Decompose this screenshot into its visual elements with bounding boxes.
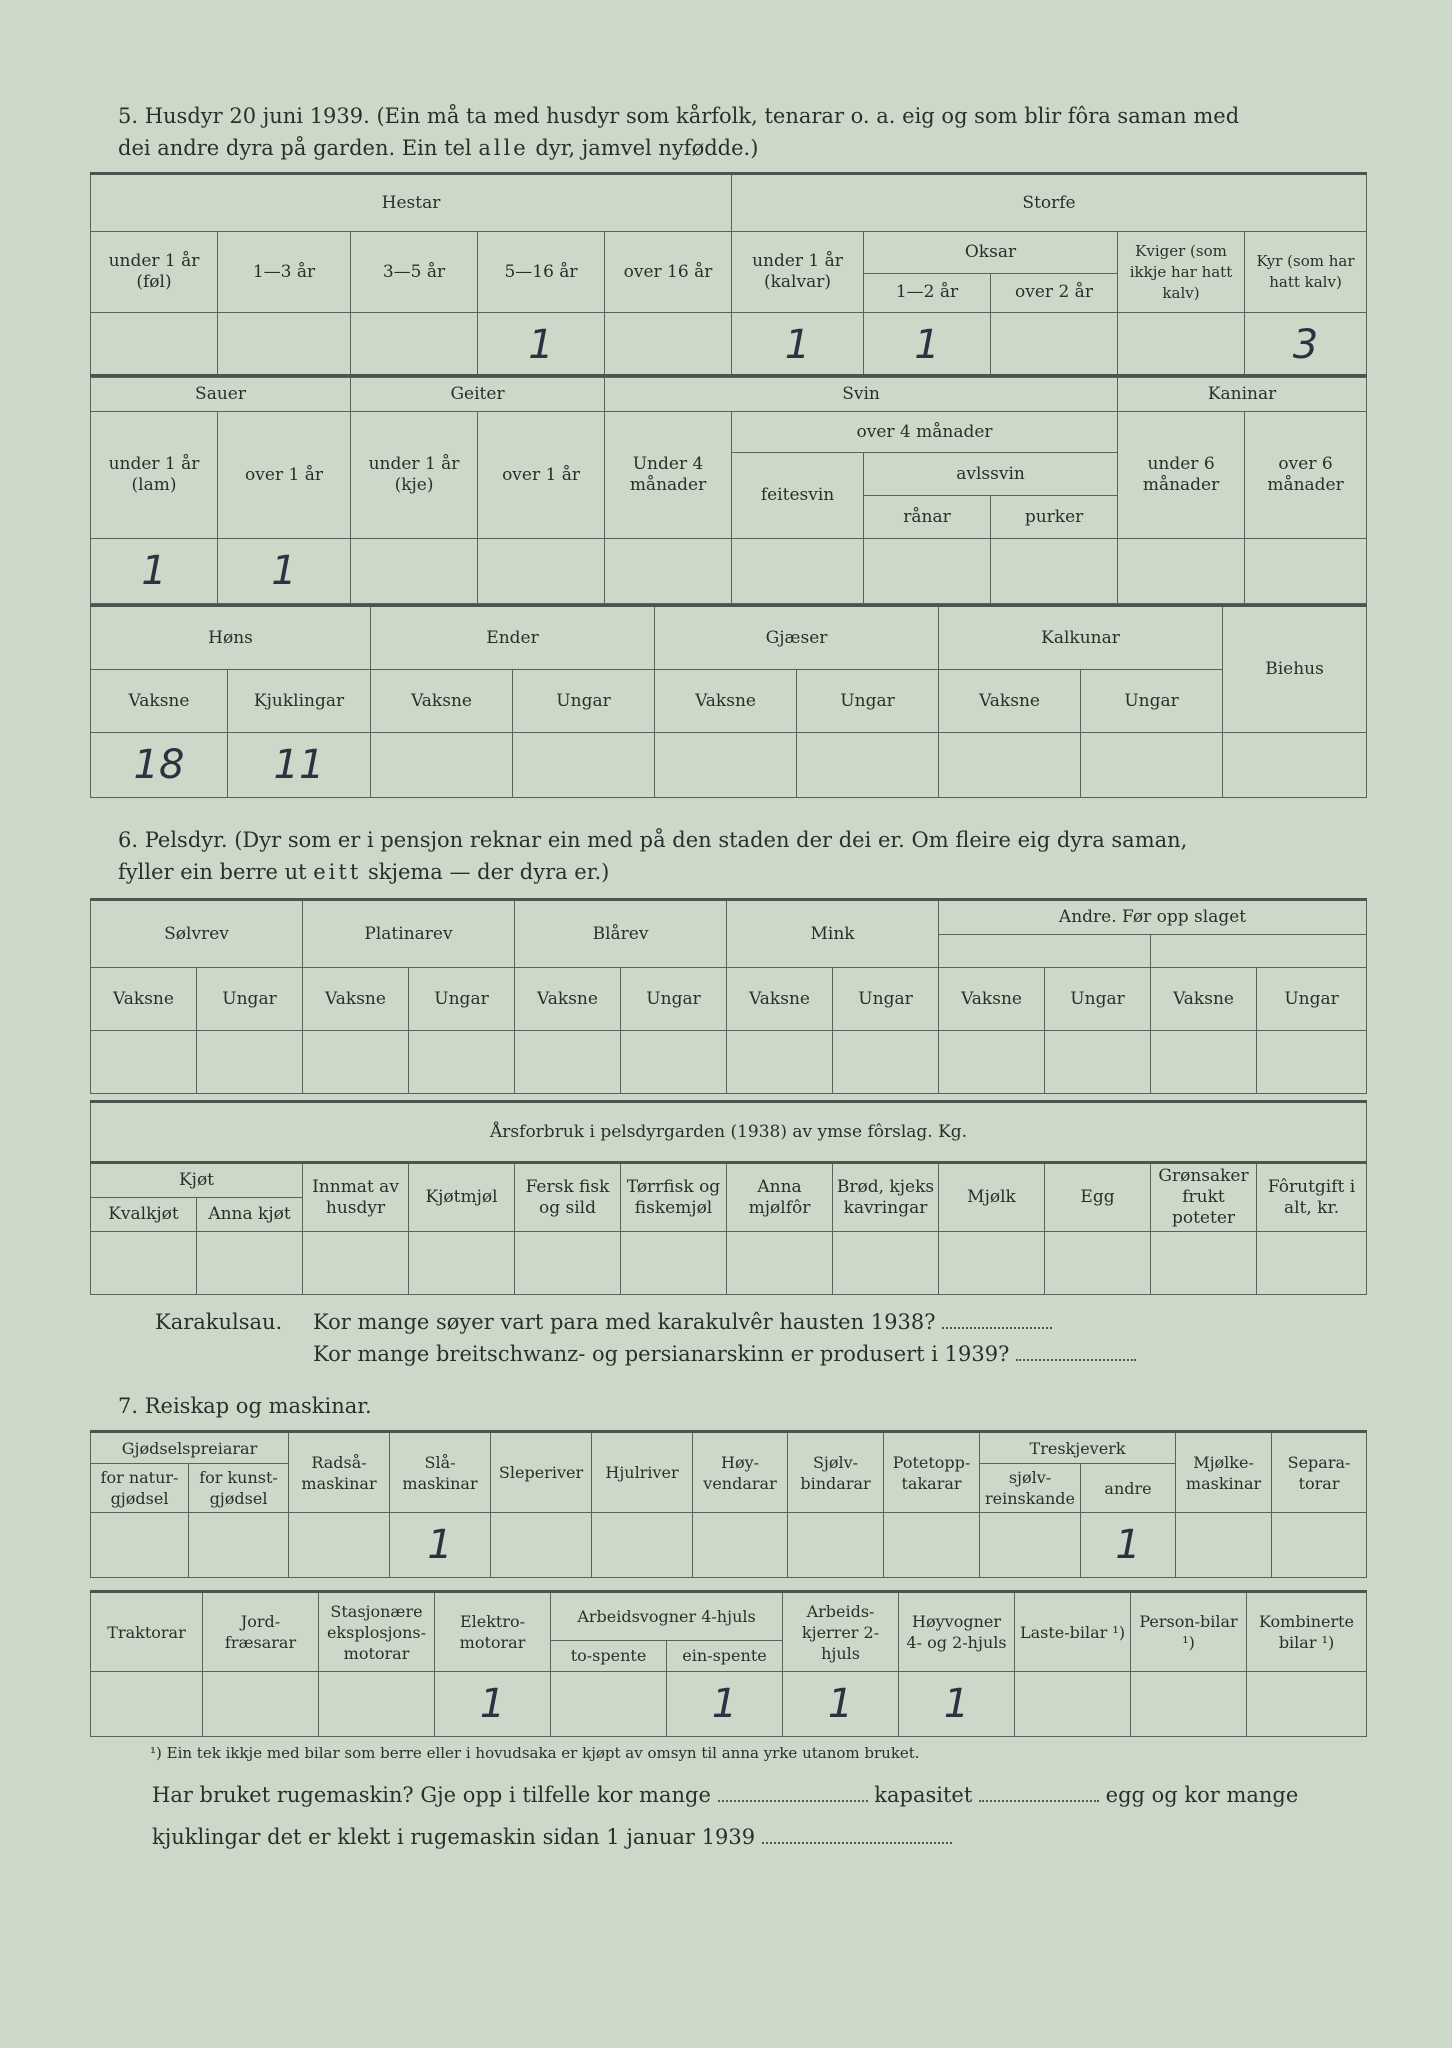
entry-cell[interactable] bbox=[197, 1232, 303, 1295]
col-gjaeser-ungar: Ungar bbox=[797, 670, 939, 733]
karakulsau-q2-text: Kor mange breitschwanz- og persianarskinn er produsert i 1939? bbox=[313, 1342, 1010, 1366]
col-arbeidskjerrer: Arbeids-kjerrer 2-hjuls bbox=[783, 1592, 899, 1672]
col-sleperiver: Sleperiver bbox=[491, 1432, 592, 1513]
row-forbruk-entries bbox=[91, 1232, 1367, 1295]
col-einspente: ein-spente bbox=[667, 1640, 783, 1671]
col-forutgift: Fôrutgift i alt, kr. bbox=[1257, 1163, 1367, 1232]
col-ender-ungar: Ungar bbox=[513, 670, 655, 733]
karakulsau-q2 bbox=[155, 1338, 1355, 1370]
col-lam: under 1 år (lam) bbox=[91, 412, 218, 539]
table-sauer-svin bbox=[90, 374, 1367, 604]
entry-cell[interactable] bbox=[833, 1232, 939, 1295]
col-gronsaker: Grønsaker frukt poteter bbox=[1151, 1163, 1257, 1232]
entry-cell[interactable]: 1 bbox=[435, 1672, 551, 1737]
col-anna-mjolfor: Anna mjølfôr bbox=[727, 1163, 833, 1232]
rugemaskin-kapasitet-blank[interactable] bbox=[979, 1784, 1099, 1802]
header-svin-over: over 4 månader bbox=[732, 412, 1118, 453]
row-pelsdyr-entries bbox=[91, 1031, 1367, 1094]
entry-cell[interactable] bbox=[91, 1232, 197, 1295]
entry-cell[interactable] bbox=[1118, 539, 1245, 604]
entry-cell[interactable] bbox=[727, 1232, 833, 1295]
entry-cell[interactable] bbox=[319, 1672, 435, 1737]
col-vaksne: Vaksne bbox=[91, 968, 197, 1031]
entry-cell[interactable] bbox=[409, 1031, 515, 1094]
col-vaksne: Vaksne bbox=[303, 968, 409, 1031]
karakulsau-q1 bbox=[155, 1306, 1355, 1338]
section-7-title: 7. Reiskap og maskinar. bbox=[118, 1394, 372, 1418]
col-kalkunar-ungar: Ungar bbox=[1081, 670, 1223, 733]
header-gjaeser: Gjæser bbox=[655, 606, 939, 670]
entry-cell[interactable] bbox=[621, 1232, 727, 1295]
col-ungar: Ungar bbox=[833, 968, 939, 1031]
col-personbilar: Person-bilar ¹) bbox=[1131, 1592, 1247, 1672]
rugemaskin-block bbox=[152, 1774, 1372, 1858]
entry-cell[interactable]: 1 bbox=[864, 313, 991, 378]
col-kjotmjol: Kjøtmjøl bbox=[409, 1163, 515, 1232]
entry-cell[interactable]: 1 bbox=[218, 539, 351, 604]
header-ender: Ender bbox=[371, 606, 655, 670]
section-6-line1: 6. Pelsdyr. (Dyr som er i pensjon reknar ein med på den staden der dei er. Om fleire eig dyra saman, bbox=[118, 828, 1188, 852]
entry-cell[interactable] bbox=[351, 539, 478, 604]
entry-cell[interactable] bbox=[91, 313, 218, 378]
karakulsau-q1-blank[interactable] bbox=[942, 1311, 1052, 1329]
header-platinarev: Platinarev bbox=[303, 900, 515, 968]
col-ender-vaksne: Vaksne bbox=[371, 670, 513, 733]
entry-cell[interactable] bbox=[605, 539, 732, 604]
section-5-line1: 5. Husdyr 20 juni 1939. (Ein må ta med husdyr som kårfolk, tenarar o. a. eig og som blir fôra saman med bbox=[118, 104, 1240, 128]
header-storfe: Storfe bbox=[732, 174, 1367, 232]
col-kaninar-under: under 6 månader bbox=[1118, 412, 1245, 539]
col-sjolvreinskande: sjølv-reinskande bbox=[980, 1464, 1081, 1513]
entry-cell[interactable] bbox=[515, 1031, 621, 1094]
entry-cell[interactable] bbox=[621, 1031, 727, 1094]
section-6-title bbox=[118, 824, 1368, 888]
col-mjolk: Mjølk bbox=[939, 1163, 1045, 1232]
entry-cell[interactable] bbox=[693, 1513, 788, 1578]
rugemaskin-q1-text: Har bruket rugemaskin? Gje opp i tilfelle kor mange bbox=[152, 1783, 711, 1807]
col-mjolkemaskinar: Mjølke-maskinar bbox=[1176, 1432, 1272, 1513]
entry-cell[interactable] bbox=[289, 1513, 390, 1578]
section-6-line2b: eitt bbox=[313, 860, 362, 884]
section-5-line2c: dyr, jamvel nyfødde.) bbox=[528, 136, 759, 160]
entry-cell[interactable] bbox=[515, 1232, 621, 1295]
entry-cell[interactable] bbox=[980, 1513, 1081, 1578]
col-anna-kjot: Anna kjøt bbox=[197, 1198, 303, 1232]
entry-cell[interactable] bbox=[197, 1031, 303, 1094]
col-egg: Egg bbox=[1045, 1163, 1151, 1232]
header-kaninar: Kaninar bbox=[1118, 376, 1367, 412]
col-hons-kjuklingar: Kjuklingar bbox=[228, 670, 371, 733]
entry-cell[interactable] bbox=[409, 1232, 515, 1295]
col-oksar-2: over 2 år bbox=[991, 273, 1118, 313]
col-radsa: Radså-maskinar bbox=[289, 1432, 390, 1513]
col-potetopptakarar: Potetopp-takarar bbox=[884, 1432, 980, 1513]
rugemaskin-q1 bbox=[152, 1774, 1372, 1816]
karakulsau-label: Karakulsau. bbox=[155, 1310, 283, 1334]
col-sjolvbindarar: Sjølv-bindarar bbox=[788, 1432, 884, 1513]
entry-cell[interactable] bbox=[189, 1513, 289, 1578]
entry-cell[interactable] bbox=[1151, 1232, 1257, 1295]
header-oksar: Oksar bbox=[864, 232, 1118, 274]
col-tospente: to-spente bbox=[551, 1640, 667, 1671]
entry-cell[interactable] bbox=[1257, 1232, 1367, 1295]
header-hons: Høns bbox=[91, 606, 371, 670]
entry-cell[interactable] bbox=[1045, 1232, 1151, 1295]
col-kje: under 1 år (kje) bbox=[351, 412, 478, 539]
section-5-line2a: dei andre dyra på garden. Ein tel bbox=[118, 136, 479, 160]
header-solvrev: Sølvrev bbox=[91, 900, 303, 968]
col-sla: Slå-maskinar bbox=[390, 1432, 491, 1513]
col-feitesvin: feitesvin bbox=[732, 453, 864, 539]
karakulsau-block bbox=[155, 1306, 1355, 1370]
rugemaskin-kapasitet-label: kapasitet bbox=[874, 1783, 973, 1807]
entry-cell[interactable] bbox=[218, 313, 351, 378]
section-6-line2a: fyller ein berre ut bbox=[118, 860, 314, 884]
entry-cell[interactable] bbox=[592, 1513, 693, 1578]
entry-cell[interactable] bbox=[1131, 1672, 1247, 1737]
entry-cell[interactable] bbox=[939, 1232, 1045, 1295]
entry-cell[interactable] bbox=[1247, 1672, 1367, 1737]
entry-cell[interactable]: 1 bbox=[478, 313, 605, 378]
col-vaksne: Vaksne bbox=[1151, 968, 1257, 1031]
entry-cell[interactable] bbox=[939, 733, 1081, 798]
col-hestar-1: under 1 år (føl) bbox=[91, 232, 218, 313]
col-geiter-over: over 1 år bbox=[478, 412, 605, 539]
table-fjørfe bbox=[90, 604, 1367, 798]
entry-cell[interactable] bbox=[1045, 1031, 1151, 1094]
header-avlssvin: avlssvin bbox=[864, 453, 1118, 496]
header-arbeidsvogner: Arbeidsvogner 4-hjuls bbox=[551, 1592, 783, 1641]
entry-cell[interactable] bbox=[1176, 1513, 1272, 1578]
col-stasjonaere-motorar: Stasjonære eksplosjons-motorar bbox=[319, 1592, 435, 1672]
entry-cell[interactable]: 18 bbox=[91, 733, 228, 798]
col-tresk-andre: andre bbox=[1081, 1464, 1176, 1513]
col-kaninar-over: over 6 månader bbox=[1245, 412, 1367, 539]
col-hjulriver: Hjulriver bbox=[592, 1432, 693, 1513]
col-hestar-3: 3—5 år bbox=[351, 232, 478, 313]
col-ungar: Ungar bbox=[1257, 968, 1367, 1031]
col-naturgjodsel: for natur-gjødsel bbox=[91, 1464, 189, 1513]
entry-cell[interactable] bbox=[91, 1672, 203, 1737]
entry-cell[interactable]: 1 bbox=[390, 1513, 491, 1578]
rugemaskin-kjuklingar-blank[interactable] bbox=[762, 1826, 952, 1844]
col-hoyvogner: Høyvogner 4- og 2-hjuls bbox=[899, 1592, 1015, 1672]
entry-cell[interactable] bbox=[491, 1513, 592, 1578]
col-vaksne: Vaksne bbox=[515, 968, 621, 1031]
entry-cell[interactable] bbox=[371, 733, 513, 798]
forbruk-title: Årsforbruk i pelsdyrgarden (1938) av ymse fôrslag. Kg. bbox=[91, 1102, 1367, 1163]
col-elektromotorar: Elektro-motorar bbox=[435, 1592, 551, 1672]
col-kunstgjodsel: for kunst-gjødsel bbox=[189, 1464, 289, 1513]
entry-cell[interactable] bbox=[732, 539, 864, 604]
col-hestar-4: 5—16 år bbox=[478, 232, 605, 313]
header-blarev: Blårev bbox=[515, 900, 727, 968]
entry-cell[interactable] bbox=[91, 1513, 189, 1578]
table-reiskap-a bbox=[90, 1430, 1367, 1578]
header-hestar: Hestar bbox=[91, 174, 732, 232]
col-kombinerte-bilar: Kombinerte bilar ¹) bbox=[1247, 1592, 1367, 1672]
entry-cell[interactable] bbox=[833, 1031, 939, 1094]
col-purker: purker bbox=[991, 496, 1118, 539]
entry-cell[interactable] bbox=[939, 1031, 1045, 1094]
header-mink: Mink bbox=[727, 900, 939, 968]
col-sauer-over: over 1 år bbox=[218, 412, 351, 539]
entry-cell[interactable] bbox=[478, 539, 605, 604]
karakulsau-q2-blank[interactable] bbox=[1016, 1343, 1136, 1361]
col-kalvar: under 1 år (kalvar) bbox=[732, 232, 864, 313]
entry-cell[interactable] bbox=[1015, 1672, 1131, 1737]
row-reiskap-a-entries bbox=[91, 1513, 1367, 1578]
col-kyr: Kyr (som har hatt kalv) bbox=[1245, 232, 1367, 313]
entry-cell[interactable]: 3 bbox=[1245, 313, 1367, 378]
col-innmat: Innmat av husdyr bbox=[303, 1163, 409, 1232]
col-biehus: Biehus bbox=[1223, 606, 1367, 733]
col-brod: Brød, kjeks kavringar bbox=[833, 1163, 939, 1232]
entry-cell[interactable] bbox=[797, 733, 939, 798]
col-vaksne: Vaksne bbox=[727, 968, 833, 1031]
entry-cell[interactable] bbox=[788, 1513, 884, 1578]
entry-cell[interactable]: 1 bbox=[667, 1672, 783, 1737]
entry-cell[interactable] bbox=[551, 1672, 667, 1737]
col-jordfraesarar: Jord-fræsarar bbox=[203, 1592, 319, 1672]
header-svin: Svin bbox=[605, 376, 1118, 412]
header-gjodselspreiarar: Gjødselspreiarar bbox=[91, 1432, 289, 1464]
entry-cell[interactable] bbox=[991, 539, 1118, 604]
col-kalkunar-vaksne: Vaksne bbox=[939, 670, 1081, 733]
rugemaskin-q2 bbox=[152, 1816, 1372, 1858]
entry-cell[interactable] bbox=[91, 1031, 197, 1094]
col-kvalkjot: Kvalkjøt bbox=[91, 1198, 197, 1232]
header-kalkunar: Kalkunar bbox=[939, 606, 1223, 670]
col-hestar-2: 1—3 år bbox=[218, 232, 351, 313]
entry-cell[interactable]: 1 bbox=[899, 1672, 1015, 1737]
entry-cell[interactable]: 1 bbox=[1081, 1513, 1176, 1578]
header-sauer: Sauer bbox=[91, 376, 351, 412]
entry-cell[interactable] bbox=[1272, 1513, 1367, 1578]
entry-cell[interactable] bbox=[605, 313, 732, 378]
col-fersk-fisk: Fersk fisk og sild bbox=[515, 1163, 621, 1232]
col-ungar: Ungar bbox=[1045, 968, 1151, 1031]
rugemaskin-q1-end: egg og kor mange bbox=[1105, 1783, 1299, 1807]
header-kjot: Kjøt bbox=[91, 1163, 303, 1198]
entry-cell[interactable] bbox=[884, 1513, 980, 1578]
entry-cell[interactable] bbox=[1118, 313, 1245, 378]
header-andre: Andre. Før opp slaget bbox=[939, 900, 1367, 935]
col-ranar: rånar bbox=[864, 496, 991, 539]
col-oksar-1: 1—2 år bbox=[864, 273, 991, 313]
entry-cell[interactable] bbox=[727, 1031, 833, 1094]
footnote: ¹) Ein tek ikkje med bilar som berre eller i hovudsaka er kjøpt av omsyn til anna yrke utanom bruket. bbox=[150, 1744, 920, 1762]
entry-cell[interactable]: 1 bbox=[732, 313, 864, 378]
entry-cell[interactable] bbox=[203, 1672, 319, 1737]
col-kviger: Kviger (som ikkje har hatt kalv) bbox=[1118, 232, 1245, 313]
entry-cell[interactable] bbox=[303, 1232, 409, 1295]
header-treskjeverk: Treskjeverk bbox=[980, 1432, 1176, 1464]
entry-cell[interactable]: 11 bbox=[228, 733, 371, 798]
table-hestar-storfe bbox=[90, 172, 1367, 378]
entry-cell[interactable] bbox=[1151, 1031, 1257, 1094]
entry-cell[interactable]: 1 bbox=[783, 1672, 899, 1737]
col-ungar: Ungar bbox=[197, 968, 303, 1031]
section-5-line2b: alle bbox=[478, 136, 529, 160]
row-sauer-svin-entries bbox=[91, 539, 1367, 604]
entry-cell[interactable] bbox=[655, 733, 797, 798]
col-traktorar: Traktorar bbox=[91, 1592, 203, 1672]
andre-slag-2[interactable] bbox=[1151, 934, 1367, 968]
col-ungar: Ungar bbox=[409, 968, 515, 1031]
entry-cell[interactable] bbox=[351, 313, 478, 378]
section-6-line2c: skjema — der dyra er.) bbox=[361, 860, 610, 884]
table-arsforbruk bbox=[90, 1100, 1367, 1295]
table-reiskap-b bbox=[90, 1590, 1367, 1737]
col-lastebilar: Laste-bilar ¹) bbox=[1015, 1592, 1131, 1672]
entry-cell[interactable] bbox=[991, 313, 1118, 378]
entry-cell[interactable] bbox=[1223, 733, 1367, 798]
row-hestar-storfe-entries bbox=[91, 313, 1367, 378]
col-gjaeser-vaksne: Vaksne bbox=[655, 670, 797, 733]
entry-cell[interactable] bbox=[513, 733, 655, 798]
col-vaksne: Vaksne bbox=[939, 968, 1045, 1031]
andre-slag-1[interactable] bbox=[939, 934, 1151, 968]
col-separatorar: Separa-torar bbox=[1272, 1432, 1367, 1513]
col-ungar: Ungar bbox=[621, 968, 727, 1031]
section-5-line2 bbox=[118, 132, 1368, 164]
entry-cell[interactable] bbox=[1245, 539, 1367, 604]
row-fjørfe-entries bbox=[91, 733, 1367, 798]
entry-cell[interactable] bbox=[1257, 1031, 1367, 1094]
section-5-title bbox=[118, 100, 1368, 164]
col-hestar-5: over 16 år bbox=[605, 232, 732, 313]
entry-cell[interactable] bbox=[864, 539, 991, 604]
karakulsau-q1-text: Kor mange søyer vart para med karakulvêr hausten 1938? bbox=[313, 1310, 936, 1334]
table-pelsdyr bbox=[90, 898, 1367, 1094]
col-hons-vaksne: Vaksne bbox=[91, 670, 228, 733]
entry-cell[interactable] bbox=[303, 1031, 409, 1094]
rugemaskin-q2-text: kjuklingar det er klekt i rugemaskin sidan 1 januar 1939 bbox=[152, 1825, 756, 1849]
row-reiskap-b-entries bbox=[91, 1672, 1367, 1737]
col-hoyvendarar: Høy-vendarar bbox=[693, 1432, 788, 1513]
col-torrfisk: Tørrfisk og fiskemjøl bbox=[621, 1163, 727, 1232]
entry-cell[interactable]: 1 bbox=[91, 539, 218, 604]
section-6-line2 bbox=[118, 856, 1368, 888]
header-geiter: Geiter bbox=[351, 376, 605, 412]
col-svin-under: Under 4 månader bbox=[605, 412, 732, 539]
entry-cell[interactable] bbox=[1081, 733, 1223, 798]
rugemaskin-antal-blank[interactable] bbox=[718, 1784, 868, 1802]
